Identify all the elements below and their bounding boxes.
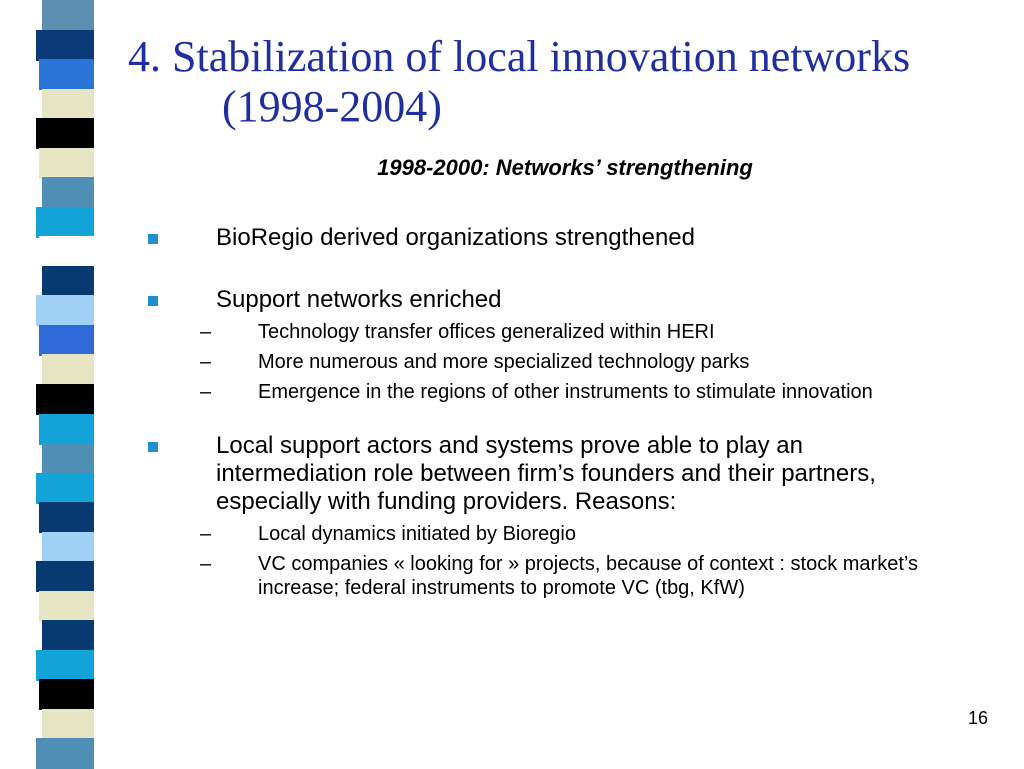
stripe-segment <box>36 384 94 415</box>
stripe-segment <box>42 620 94 651</box>
stripe-segment <box>39 236 94 267</box>
sub-bullet-item <box>148 350 948 374</box>
stripe-segment <box>36 30 94 61</box>
stripe-segment <box>36 207 94 238</box>
stripe-segment <box>42 532 94 563</box>
bullet-list <box>148 224 948 600</box>
square-bullet-icon <box>148 442 158 452</box>
stripe-segment <box>42 709 94 740</box>
slide-subtitle: 1998-2000: Networks’ strengthening <box>377 155 753 180</box>
bullet-text: Local support actors and systems prove able to play an intermediation role between firm’s founders and their partners, especially with funding providers. Reasons: <box>216 432 876 515</box>
stripe-segment <box>39 148 94 179</box>
stripe-segment <box>42 89 94 120</box>
dash-bullet-icon: – <box>200 351 212 373</box>
stripe-segment <box>39 679 94 710</box>
bullet-item <box>148 224 948 252</box>
stripe-segment <box>36 473 94 504</box>
sub-bullet-item <box>148 380 948 404</box>
stripe-segment <box>36 561 94 592</box>
sub-bullet-item <box>148 320 948 344</box>
sub-bullet-text: Technology transfer offices generalized within HERI <box>258 321 715 343</box>
stripe-segment <box>36 650 94 681</box>
stripe-segment <box>39 502 94 533</box>
dash-bullet-icon: – <box>200 523 212 545</box>
stripe-segment <box>39 59 94 90</box>
square-bullet-icon <box>148 296 158 306</box>
bullet-item <box>148 432 948 516</box>
stripe-segment <box>42 0 94 31</box>
sub-bullet-text: More numerous and more specialized technology parks <box>258 351 750 373</box>
stripe-segment <box>36 738 94 769</box>
bullet-item <box>148 286 948 314</box>
square-bullet-icon <box>148 234 158 244</box>
bullet-text: BioRegio derived organizations strengthened <box>216 224 695 251</box>
stripe-segment <box>42 177 94 208</box>
stripe-segment <box>36 295 94 326</box>
stripe-segment <box>42 354 94 385</box>
stripe-segment <box>42 266 94 297</box>
slide-title-line1: 4. Stabilization of local innovation networks <box>128 32 911 81</box>
stripe-segment <box>39 414 94 445</box>
stripe-segment <box>36 118 94 149</box>
stripe-segment <box>42 443 94 474</box>
sub-bullet-text: Local dynamics initiated by Bioregio <box>258 523 576 545</box>
sub-bullet-text: VC companies « looking for » projects, because of context : stock market’s increase; federal instruments to promote VC (tbg, KfW) <box>258 553 918 599</box>
stripe-segment <box>39 325 94 356</box>
sub-bullet-item <box>148 552 948 600</box>
stripe-segment <box>39 591 94 622</box>
decorative-stripe-bar <box>0 0 118 768</box>
dash-bullet-icon: – <box>200 553 212 575</box>
dash-bullet-icon: – <box>200 381 212 403</box>
dash-bullet-icon: – <box>200 321 212 343</box>
sub-bullet-text: Emergence in the regions of other instruments to stimulate innovation <box>258 381 873 403</box>
bullet-text: Support networks enriched <box>216 286 502 313</box>
page-number: 16 <box>967 708 988 728</box>
slide-title-line2: (1998-2004) <box>222 82 442 131</box>
slide-title <box>128 32 1008 132</box>
sub-bullet-item <box>148 522 948 546</box>
